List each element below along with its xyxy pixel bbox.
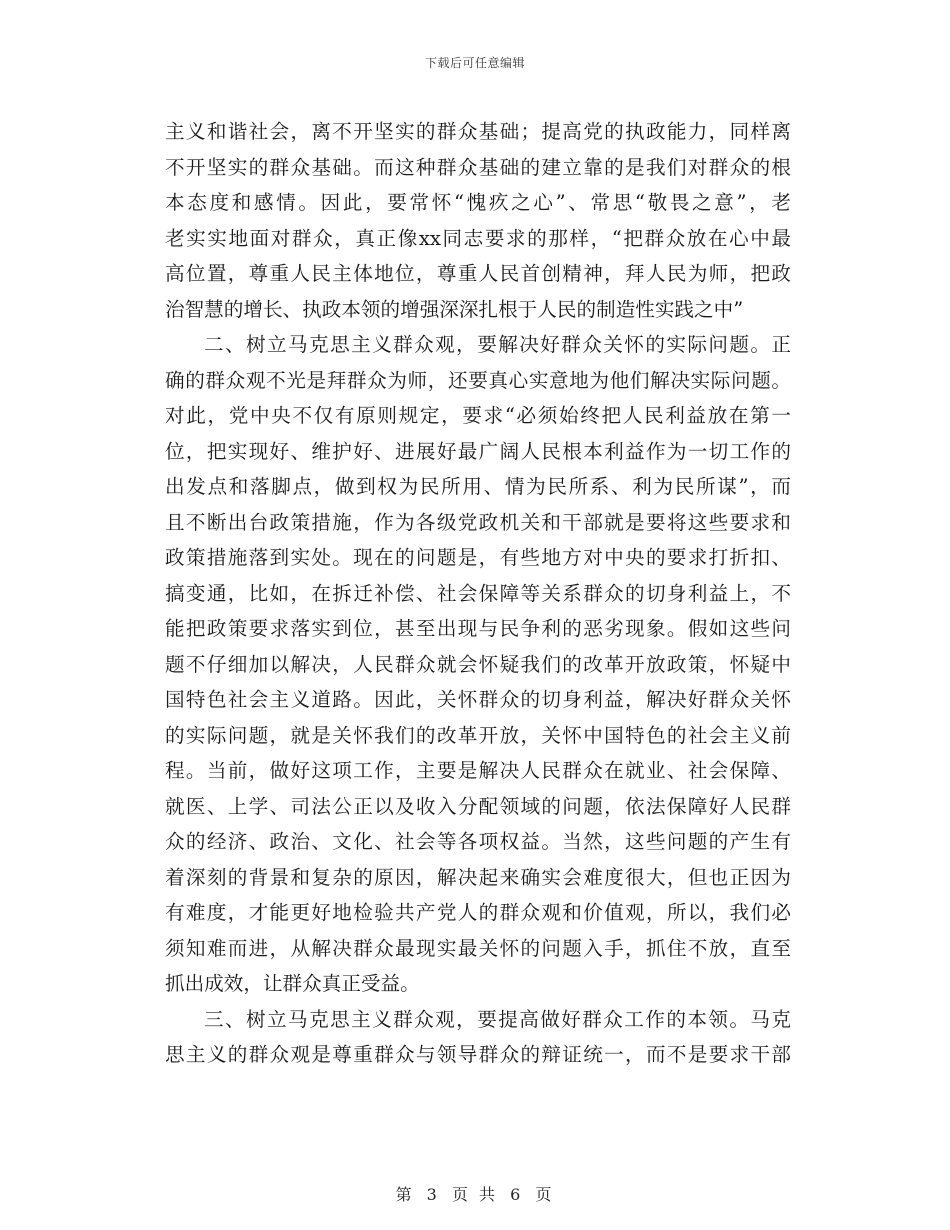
text-line: 题不仔细加以解决，人民群众就会怀疑我们的改革开放政策，怀疑中: [165, 652, 791, 676]
text-line: 主义和谐社会，离不开坚实的群众基础；提高党的执政能力，同样离: [165, 120, 791, 143]
footer-prefix: 第: [395, 1185, 415, 1204]
text-line: 政策措施落到实处。现在的问题是，有些地方对中央的要求打折扣、: [165, 546, 791, 569]
text-line: 有难度，才能更好地检验共产党人的群众观和价值观，所以，我们必: [165, 901, 791, 924]
text-line: 的实际问题，就是关怀我们的改革开放，关怀中国特色的社会主义前: [165, 723, 791, 747]
footer-middle: 页 共: [451, 1185, 499, 1204]
text-line: 高位置，尊重人民主体地位，尊重人民首创精神，拜人民为师，把政: [165, 262, 791, 285]
text-line: 三、树立马克思主义群众观，要提高做好群众工作的本领。马克: [204, 1007, 791, 1031]
text-line: 能把政策要求落实到位，甚至出现与民争利的恶劣现象。假如这些问: [165, 617, 791, 640]
text-line: 出发点和落脚点，做到权为民所用、情为民所系、利为民所谋”，而: [165, 475, 791, 498]
text-line: 确的群众观不光是拜群众为师，还要真心实意地为他们解决实际问题。: [165, 368, 791, 392]
body-text: [165, 114, 791, 1073]
text-line: 就医、上学、司法公正以及收入分配领域的问题，依法保障好人民群: [165, 794, 791, 818]
text-line: 着深刻的背景和复杂的原因，解决起来确实会难度很大，但也正因为: [165, 865, 791, 889]
page-footer: [0, 1182, 950, 1205]
text-line: 抓出成效，让群众真正受益。: [165, 972, 420, 995]
footer-suffix: 页: [535, 1185, 555, 1204]
text-line: 搞变通，比如，在拆迁补偿、社会保障等关系群众的切身利益上，不: [165, 581, 791, 605]
text-line: 治智慧的增长、执政本领的增强深深扎根于人民的制造性实践之中”: [165, 297, 744, 321]
text-line: 老实实地面对群众，真正像xx同志要求的那样，“把群众放在心中最: [165, 226, 791, 250]
text-line: 不开坚实的群众基础。而这种群众基础的建立靠的是我们对群众的根: [165, 155, 791, 179]
text-line: 本态度和感情。因此，要常怀“愧疚之心”、常思“敬畏之意”，老: [165, 191, 791, 214]
text-line: 思主义的群众观是尊重群众与领导群众的辩证统一，而不是要求干部: [165, 1043, 791, 1066]
text-line: 对此，党中央不仅有原则规定，要求“必须始终把人民利益放在第一: [165, 404, 791, 427]
header-note: 下载后可任意编辑: [424, 56, 525, 70]
text-line: 须知难而进，从解决群众最现实最关怀的问题入手，抓住不放，直至: [165, 936, 791, 960]
text-line: 位，把实现好、维护好、进展好最广阔人民根本利益作为一切工作的: [165, 439, 791, 463]
text-line: 且不断出台政策措施，作为各级党政机关和干部就是要将这些要求和: [165, 510, 791, 534]
footer-total-pages: 6: [510, 1185, 524, 1204]
footer-current-page: 3: [426, 1185, 440, 1204]
text-line: 二、树立马克思主义群众观，要解决好群众关怀的实际问题。正: [204, 333, 791, 356]
text-line: 众的经济、政治、文化、社会等各项权益。当然，这些问题的产生有: [165, 830, 791, 853]
text-line: 国特色社会主义道路。因此，关怀群众的切身利益，解决好群众关怀: [165, 688, 791, 711]
text-line: 程。当前，做好这项工作，主要是解决人民群众在就业、社会保障、: [165, 759, 791, 782]
